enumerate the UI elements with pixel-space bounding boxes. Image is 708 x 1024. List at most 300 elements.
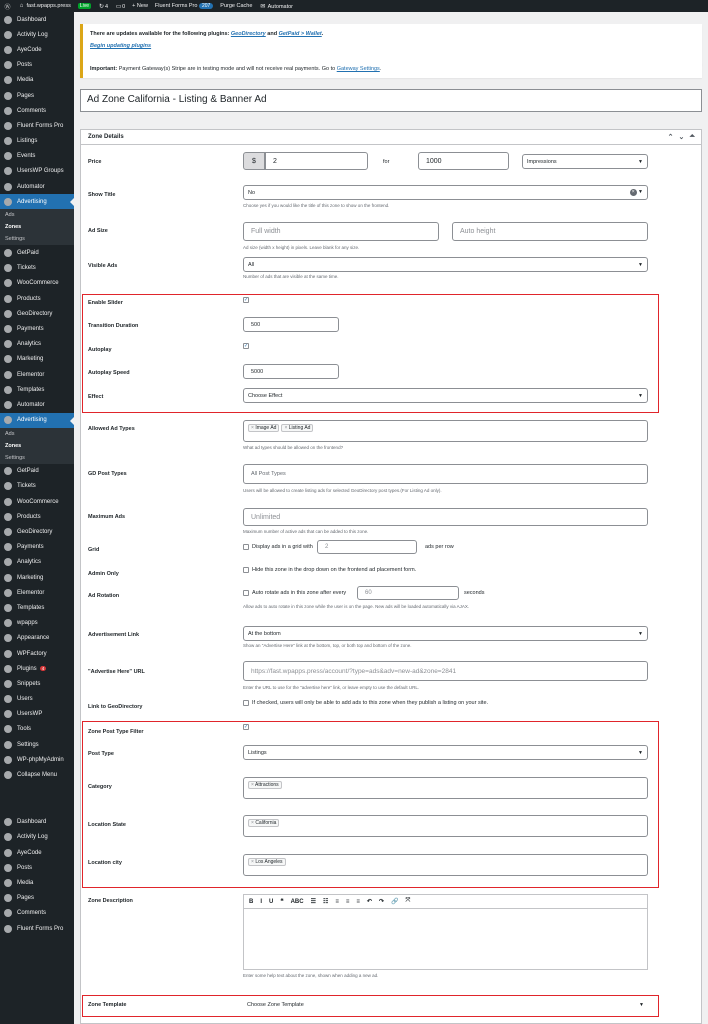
sidebar-item-label: Comments bbox=[17, 107, 47, 114]
align-center-icon[interactable]: ≡ bbox=[345, 898, 350, 905]
sidebar-item[interactable] bbox=[0, 118, 74, 133]
numbered-list-icon[interactable]: ☷ bbox=[322, 899, 329, 905]
menu-icon bbox=[4, 725, 12, 733]
fullscreen-icon[interactable]: ⤧ bbox=[405, 898, 411, 904]
sidebar-item[interactable] bbox=[0, 722, 74, 737]
menu-icon bbox=[4, 279, 12, 287]
link-gd-checkbox[interactable] bbox=[243, 700, 249, 706]
sidebar-item-label: Products bbox=[17, 513, 41, 520]
sidebar-item[interactable] bbox=[0, 815, 74, 830]
sidebar-item[interactable] bbox=[0, 906, 74, 921]
menu-icon bbox=[4, 756, 12, 764]
link-geodirectory[interactable]: GeoDirectory bbox=[230, 31, 266, 37]
menu-icon bbox=[4, 295, 12, 303]
sidebar-item[interactable] bbox=[0, 464, 74, 479]
grid-columns-input[interactable]: 2 bbox=[317, 540, 417, 554]
max-ads-input[interactable]: Unlimited bbox=[243, 508, 648, 526]
sidebar-item[interactable] bbox=[0, 661, 74, 676]
sidebar-item[interactable] bbox=[0, 767, 74, 782]
redo-icon[interactable]: ↷ bbox=[378, 899, 384, 905]
sidebar-item[interactable] bbox=[0, 921, 74, 936]
admin-bar-fluent[interactable]: Fluent Forms Pro 207 bbox=[155, 3, 213, 9]
ad-size-help: Ad size (width x height) in pixels. Leave blank for any size. bbox=[243, 245, 360, 250]
category-label: Category bbox=[88, 784, 112, 790]
selected-tag[interactable] bbox=[248, 781, 282, 789]
sidebar-item-label: Tools bbox=[17, 726, 32, 733]
ad-width-input[interactable]: Full width bbox=[243, 222, 439, 241]
updates-icon: ↻ bbox=[99, 3, 105, 10]
admin-bar-new[interactable]: + New bbox=[132, 3, 148, 9]
sidebar-item[interactable] bbox=[0, 103, 74, 118]
location-city-label: Location city bbox=[88, 860, 122, 866]
max-ads-help: Maximum number of active ads that can be added to this zone. bbox=[243, 529, 369, 534]
sidebar-item-label: Media bbox=[17, 879, 34, 886]
sidebar-item-label: Events bbox=[17, 153, 36, 160]
menu-icon bbox=[4, 152, 12, 160]
sidebar-item[interactable] bbox=[0, 646, 74, 661]
menu-icon bbox=[4, 401, 12, 409]
menu-icon bbox=[4, 31, 12, 39]
sidebar-item[interactable] bbox=[0, 58, 74, 73]
ad-link-select[interactable] bbox=[243, 626, 648, 641]
sidebar-item-label: WPFactory bbox=[17, 650, 47, 657]
editor-toolbar bbox=[243, 894, 648, 909]
sidebar-item[interactable] bbox=[0, 352, 74, 367]
sidebar-subitem[interactable]: Zones bbox=[0, 221, 74, 233]
menu-icon bbox=[4, 167, 12, 175]
sidebar-item-label: Snippets bbox=[17, 680, 41, 687]
sidebar-item-label: Posts bbox=[17, 62, 33, 69]
sidebar-item-label: WP-phpMyAdmin bbox=[17, 756, 64, 763]
home-icon: ⌂ bbox=[19, 3, 24, 9]
sidebar-item-label: Fluent Forms Pro bbox=[17, 925, 64, 932]
ad-link-label: Advertisement Link bbox=[88, 632, 140, 638]
gd-post-types-label: GD Post Types bbox=[88, 471, 127, 477]
chevron-down-icon: ▼ bbox=[638, 261, 643, 268]
location-state-label: Location State bbox=[88, 822, 126, 828]
underline-icon[interactable]: U bbox=[269, 898, 274, 905]
autoplay-checkbox[interactable]: ✓ bbox=[244, 343, 249, 349]
sidebar-item[interactable] bbox=[0, 397, 74, 412]
menu-icon bbox=[4, 634, 12, 642]
sidebar-item-label: UsersWP Groups bbox=[17, 168, 64, 175]
admin-sidebar bbox=[0, 12, 74, 1024]
tag-label: Attractions bbox=[255, 782, 279, 788]
sidebar-item-label: WooCommerce bbox=[17, 280, 59, 287]
link-getpaid-wallet[interactable]: GetPaid > Wallet bbox=[278, 31, 322, 37]
italic-icon[interactable]: I bbox=[260, 898, 263, 905]
effect-value: Choose Effect bbox=[248, 392, 283, 399]
menu-icon bbox=[4, 589, 12, 597]
sidebar-subitem[interactable]: Zones bbox=[0, 440, 74, 452]
selected-tag[interactable] bbox=[248, 819, 279, 827]
sidebar-subitem[interactable]: Settings bbox=[0, 233, 74, 245]
menu-icon bbox=[4, 528, 12, 536]
sidebar-item-label: Settings bbox=[17, 741, 39, 748]
menu-icon bbox=[4, 741, 12, 749]
sidebar-item-label: AyeCode bbox=[17, 849, 42, 856]
gateway-notice: Important: Payment Gateway(s) Stripe are in testing mode and will not receive real payments. Go to Gateway Settings. bbox=[80, 62, 702, 78]
remove-tag-icon[interactable]: × bbox=[251, 425, 256, 431]
sidebar-item[interactable] bbox=[0, 540, 74, 555]
sidebar-item[interactable] bbox=[0, 509, 74, 524]
move-up-icon[interactable]: ⌃ bbox=[667, 134, 674, 141]
menu-icon bbox=[4, 122, 12, 130]
enable-slider-checkbox[interactable]: ✓ bbox=[244, 297, 249, 303]
menu-icon bbox=[4, 558, 12, 566]
chevron-down-icon: ▼ bbox=[638, 630, 643, 637]
menu-icon bbox=[4, 137, 12, 145]
notice-text: There are updates available for the following plugins: GeoDirectory and GetPaid > Wallet. bbox=[90, 31, 324, 37]
zone-template-select[interactable] bbox=[243, 998, 648, 1012]
description-help: Enter some help text about the zone, shown when adding a new ad. bbox=[243, 973, 379, 978]
ad-rotation-label: Ad Rotation bbox=[88, 593, 120, 599]
move-down-icon[interactable]: ⌄ bbox=[678, 134, 685, 141]
menu-icon bbox=[4, 61, 12, 69]
menu-icon bbox=[4, 909, 12, 917]
category-field[interactable] bbox=[243, 777, 648, 799]
admin-bar-purge-cache[interactable]: Purge Cache bbox=[220, 3, 253, 9]
sidebar-item-label: Comments bbox=[17, 910, 47, 917]
clear-icon[interactable]: × bbox=[630, 189, 637, 196]
ad-rotation-help: Allow ads to auto rotate in this zone while the user is on the page. New ads will be loaded automatically via AJAX. bbox=[243, 604, 470, 609]
sidebar-item-label: Appearance bbox=[17, 635, 50, 642]
chevron-down-icon: ▼ bbox=[638, 749, 643, 756]
menu-icon bbox=[4, 325, 12, 333]
tag-label: Los Angeles bbox=[255, 859, 283, 865]
rotation-seconds-input[interactable]: 60 bbox=[357, 586, 459, 600]
sidebar-item[interactable] bbox=[0, 88, 74, 103]
rotation-text-after: seconds bbox=[464, 590, 485, 596]
post-type-select[interactable] bbox=[243, 745, 648, 760]
panel-header bbox=[81, 130, 701, 145]
admin-bar-comments[interactable]: ▭0 bbox=[115, 3, 126, 10]
post-type-filter-label: Zone Post Type Filter bbox=[88, 729, 144, 735]
menu-icon bbox=[4, 386, 12, 394]
admin-only-checkbox[interactable] bbox=[243, 567, 249, 573]
admin-bar-home[interactable]: ⌂ fast.wpapps.press bbox=[19, 3, 71, 9]
menu-icon bbox=[4, 771, 12, 779]
advertise-url-input[interactable]: https://fast.wpapps.press/account/?type=ads&adv=new-ad&zone=2841 bbox=[243, 661, 648, 681]
important-text: Payment Gateway(s) Stripe are in testing mode and will not receive real payments. Go to bbox=[118, 66, 336, 72]
price-label: Price bbox=[88, 159, 102, 165]
sidebar-item-label: Marketing bbox=[17, 574, 44, 581]
gateway-settings-link[interactable]: Gateway Settings bbox=[336, 66, 380, 72]
sidebar-item[interactable] bbox=[0, 692, 74, 707]
location-state-field[interactable] bbox=[243, 815, 648, 837]
menu-icon bbox=[4, 183, 12, 191]
sidebar-item-label: Collapse Menu bbox=[17, 772, 58, 779]
sidebar-item[interactable] bbox=[0, 382, 74, 397]
chevron-down-icon: ▼ bbox=[639, 1002, 644, 1008]
automator-icon: ✉ bbox=[260, 3, 266, 10]
sidebar-item-label: Tickets bbox=[17, 483, 36, 490]
main-content bbox=[74, 12, 708, 1024]
sidebar-item[interactable] bbox=[0, 276, 74, 291]
price-input[interactable]: 2 bbox=[265, 152, 368, 170]
clear-caret: × ▼ bbox=[630, 189, 643, 196]
gd-post-types-field[interactable]: All Post Types bbox=[243, 464, 648, 484]
fluent-count-badge: 207 bbox=[199, 3, 213, 9]
sidebar-item[interactable] bbox=[0, 261, 74, 276]
visible-ads-select[interactable] bbox=[243, 257, 648, 272]
remove-tag-icon[interactable]: × bbox=[251, 782, 256, 788]
menu-icon bbox=[4, 879, 12, 887]
admin-only-label: Admin Only bbox=[88, 571, 119, 577]
sidebar-item[interactable] bbox=[0, 676, 74, 691]
sidebar-item[interactable] bbox=[0, 12, 74, 27]
menu-icon bbox=[4, 619, 12, 627]
sidebar-item[interactable] bbox=[0, 616, 74, 631]
sidebar-item[interactable] bbox=[0, 830, 74, 845]
plugin-updates-notice bbox=[80, 24, 702, 66]
admin-bar-updates[interactable]: ↻4 bbox=[99, 3, 109, 10]
menu-icon bbox=[4, 574, 12, 582]
menu-icon bbox=[4, 249, 12, 257]
allowed-types-help: What ad types should be allowed on the frontend? bbox=[243, 445, 344, 450]
sidebar-item-label: WooCommerce bbox=[17, 498, 59, 505]
effect-select[interactable] bbox=[243, 388, 648, 403]
sidebar-item[interactable] bbox=[0, 494, 74, 509]
sidebar-item[interactable] bbox=[0, 737, 74, 752]
admin-bar-automator[interactable]: ✉ Automator bbox=[260, 3, 293, 10]
allowed-types-label: Allowed Ad Types bbox=[88, 426, 135, 432]
price-unit-select[interactable] bbox=[522, 154, 648, 169]
sidebar-item-label: Fluent Forms Pro bbox=[17, 122, 64, 129]
sidebar-subitem[interactable]: Ads bbox=[0, 209, 74, 221]
sidebar-item[interactable] bbox=[0, 291, 74, 306]
bold-icon[interactable]: B bbox=[249, 898, 254, 905]
sidebar-item-label: Users bbox=[17, 696, 33, 703]
link-icon[interactable]: 🔗 bbox=[390, 899, 399, 905]
chevron-down-icon: ▼ bbox=[638, 392, 643, 399]
price-for-text: for bbox=[383, 159, 390, 165]
sidebar-gap bbox=[0, 783, 74, 815]
grid-checkbox[interactable] bbox=[243, 544, 249, 550]
advertise-url-label: "Advertise Here" URL bbox=[88, 669, 145, 675]
blockquote-icon[interactable]: ❝ bbox=[280, 899, 284, 905]
menu-icon bbox=[4, 833, 12, 841]
post-type-value: Listings bbox=[248, 749, 267, 756]
sidebar-item-label: Payments bbox=[17, 325, 44, 332]
sidebar-item[interactable] bbox=[0, 585, 74, 600]
menu-icon bbox=[4, 864, 12, 872]
sidebar-item[interactable] bbox=[0, 479, 74, 494]
sidebar-item[interactable] bbox=[0, 707, 74, 722]
menu-icon bbox=[4, 46, 12, 54]
sidebar-item-label: Templates bbox=[17, 604, 45, 611]
autoplay-speed-input[interactable]: 5000 bbox=[243, 364, 339, 379]
sidebar-item-label: Pages bbox=[17, 895, 35, 902]
enable-slider-label: Enable Slider bbox=[88, 300, 123, 306]
sidebar-item-label: Templates bbox=[17, 386, 45, 393]
show-title-value: No bbox=[248, 189, 256, 196]
tag-label: California bbox=[255, 820, 277, 826]
selected-tag[interactable] bbox=[281, 424, 313, 432]
menu-icon bbox=[4, 849, 12, 857]
toggle-panel-icon[interactable]: ⏶ bbox=[689, 133, 695, 140]
panel-title: Zone Details bbox=[88, 134, 124, 140]
admin-bar bbox=[0, 0, 708, 12]
ad-height-input[interactable]: Auto height bbox=[452, 222, 648, 241]
sidebar-item-label: Products bbox=[17, 295, 41, 302]
remove-tag-icon[interactable]: × bbox=[251, 820, 256, 826]
sidebar-item[interactable] bbox=[0, 73, 74, 88]
location-city-field[interactable] bbox=[243, 854, 648, 876]
sidebar-item-label: Dashboard bbox=[17, 819, 47, 826]
sidebar-item-label: Automator bbox=[17, 183, 45, 190]
sidebar-item-label: Advertising bbox=[17, 198, 47, 205]
wordpress-icon[interactable]: Ⓦ bbox=[4, 4, 11, 11]
zone-details-panel bbox=[80, 129, 702, 1024]
effect-label: Effect bbox=[88, 394, 104, 400]
sidebar-item[interactable] bbox=[0, 570, 74, 585]
sidebar-item-label: Payments bbox=[17, 544, 44, 551]
menu-icon bbox=[4, 198, 12, 206]
chevron-down-icon: ▼ bbox=[638, 158, 643, 165]
sidebar-item[interactable] bbox=[0, 875, 74, 890]
sidebar-item-label: Elementor bbox=[17, 589, 45, 596]
sidebar-item-label: GetPaid bbox=[17, 250, 39, 257]
menu-icon bbox=[4, 604, 12, 612]
sidebar-item-label: Posts bbox=[17, 864, 33, 871]
sidebar-item-label: Tickets bbox=[17, 265, 36, 272]
sidebar-item-label: AyeCode bbox=[17, 46, 42, 53]
sidebar-item[interactable] bbox=[0, 164, 74, 179]
quantity-input[interactable]: 1000 bbox=[418, 152, 509, 170]
rotation-text-before: Auto rotate ads in this zone after every bbox=[252, 590, 347, 596]
description-editor[interactable] bbox=[243, 909, 648, 970]
menu-icon bbox=[4, 818, 12, 826]
ad-rotation-checkbox[interactable] bbox=[243, 590, 249, 596]
sidebar-item[interactable] bbox=[0, 413, 74, 428]
menu-icon bbox=[4, 710, 12, 718]
post-type-label: Post Type bbox=[88, 751, 114, 757]
menu-icon bbox=[4, 695, 12, 703]
autoplay-speed-label: Autoplay Speed bbox=[88, 370, 130, 376]
sidebar-item-label: Listings bbox=[17, 138, 38, 145]
sidebar-item[interactable] bbox=[0, 245, 74, 260]
plugins-update-badge: 4 bbox=[41, 666, 45, 672]
sidebar-item-label: GetPaid bbox=[17, 468, 39, 475]
sidebar-item[interactable] bbox=[0, 891, 74, 906]
menu-icon bbox=[4, 310, 12, 318]
sidebar-item-label: wpapps bbox=[17, 620, 38, 627]
grid-label: Grid bbox=[88, 547, 100, 553]
transition-duration-input[interactable]: 500 bbox=[243, 317, 339, 332]
sidebar-item[interactable] bbox=[0, 845, 74, 860]
menu-icon bbox=[4, 467, 12, 475]
remove-tag-icon[interactable]: × bbox=[251, 859, 256, 865]
sidebar-item[interactable] bbox=[0, 860, 74, 875]
price-unit-value: Impressions bbox=[527, 158, 557, 165]
undo-icon[interactable]: ↶ bbox=[366, 899, 372, 905]
sidebar-item[interactable] bbox=[0, 367, 74, 382]
sidebar-item[interactable] bbox=[0, 194, 74, 209]
post-title-input[interactable]: Ad Zone California - Listing & Banner Ad bbox=[80, 89, 702, 112]
gd-post-types-help: Users will be allowed to create listing ads for selected GeoDirectory post types.(For Listing Ad only). bbox=[243, 488, 442, 493]
sidebar-item[interactable] bbox=[0, 27, 74, 42]
sidebar-item[interactable] bbox=[0, 337, 74, 352]
sidebar-item-label: Activity Log bbox=[17, 31, 48, 38]
sidebar-item-label: Dashboard bbox=[17, 16, 47, 23]
sidebar-item-label: Elementor bbox=[17, 371, 45, 378]
sidebar-item[interactable] bbox=[0, 149, 74, 164]
show-title-help: Choose yes if you would like the title of this zone to show on the frontend. bbox=[243, 203, 390, 208]
sidebar-item-label: Media bbox=[17, 77, 34, 84]
sidebar-item[interactable] bbox=[0, 555, 74, 570]
sidebar-item-label: Advertising bbox=[17, 417, 47, 424]
grid-text-after: ads per row bbox=[425, 544, 454, 550]
currency-prefix: $ bbox=[243, 152, 265, 170]
sidebar-subitem[interactable]: Settings bbox=[0, 452, 74, 464]
selected-tag[interactable] bbox=[248, 858, 286, 866]
sidebar-item[interactable] bbox=[0, 321, 74, 336]
visible-ads-value: All bbox=[248, 261, 255, 268]
ad-link-help: Show an "Advertise Here" link at the bottom, top, or both top and bottom of the zone. bbox=[243, 643, 412, 648]
sidebar-item[interactable] bbox=[0, 600, 74, 615]
link-gd-text: If checked, users will only be able to add ads to this zone when they publish a listing on your site. bbox=[252, 700, 489, 706]
sidebar-item[interactable] bbox=[0, 631, 74, 646]
sidebar-item[interactable] bbox=[0, 524, 74, 539]
menu-icon bbox=[4, 371, 12, 379]
bullet-list-icon[interactable]: ☰ bbox=[310, 899, 316, 905]
sidebar-item[interactable] bbox=[0, 752, 74, 767]
menu-icon bbox=[4, 340, 12, 348]
transition-duration-label: Transition Duration bbox=[88, 323, 139, 329]
menu-icon bbox=[4, 894, 12, 902]
admin-only-text: Hide this zone in the drop down on the frontend ad placement form. bbox=[252, 567, 417, 573]
sidebar-item-label: Plugins bbox=[17, 665, 37, 672]
link-gd-label: Link to GeoDirectory bbox=[88, 704, 143, 710]
ad-size-label: Ad Size bbox=[88, 228, 108, 234]
description-label: Zone Description bbox=[88, 898, 133, 904]
comment-icon: ▭ bbox=[115, 3, 122, 10]
panel-controls bbox=[668, 133, 695, 141]
align-right-icon[interactable]: ≡ bbox=[356, 898, 360, 905]
sidebar-item-label: Automator bbox=[17, 401, 45, 408]
sidebar-item-label: Analytics bbox=[17, 559, 42, 566]
sidebar-item-label: Marketing bbox=[17, 356, 44, 363]
sidebar-subitem[interactable]: Ads bbox=[0, 428, 74, 440]
sidebar-item-label: Activity Log bbox=[17, 834, 48, 841]
sidebar-item-label: GeoDirectory bbox=[17, 529, 53, 536]
sidebar-item[interactable] bbox=[0, 179, 74, 194]
begin-updating-link[interactable]: Begin updating plugins bbox=[90, 43, 152, 49]
allowed-types-field[interactable] bbox=[243, 420, 648, 442]
notice-prefix: There are updates available for the following plugins: bbox=[90, 31, 230, 37]
strikethrough-icon[interactable]: ABC bbox=[290, 898, 304, 905]
visible-ads-label: Visible Ads bbox=[88, 263, 118, 269]
show-title-label: Show Title bbox=[88, 192, 116, 198]
sidebar-item[interactable] bbox=[0, 134, 74, 149]
zone-template-label: Zone Template bbox=[88, 1002, 127, 1008]
remove-tag-icon[interactable]: × bbox=[284, 425, 289, 431]
max-ads-label: Maximum Ads bbox=[88, 514, 126, 520]
post-type-filter-checkbox[interactable]: ✓ bbox=[244, 724, 249, 730]
sidebar-item-label: UsersWP bbox=[17, 711, 43, 718]
sidebar-item[interactable] bbox=[0, 306, 74, 321]
sidebar-item[interactable] bbox=[0, 42, 74, 57]
menu-icon bbox=[4, 416, 12, 424]
show-title-select[interactable] bbox=[243, 185, 648, 200]
ad-link-value: At the bottom bbox=[248, 630, 281, 637]
align-left-icon[interactable]: ≡ bbox=[335, 898, 339, 905]
selected-tag[interactable] bbox=[248, 424, 279, 432]
menu-icon bbox=[4, 355, 12, 363]
autoplay-label: Autoplay bbox=[88, 347, 112, 353]
grid-text-before: Display ads in a grid with bbox=[252, 544, 313, 550]
